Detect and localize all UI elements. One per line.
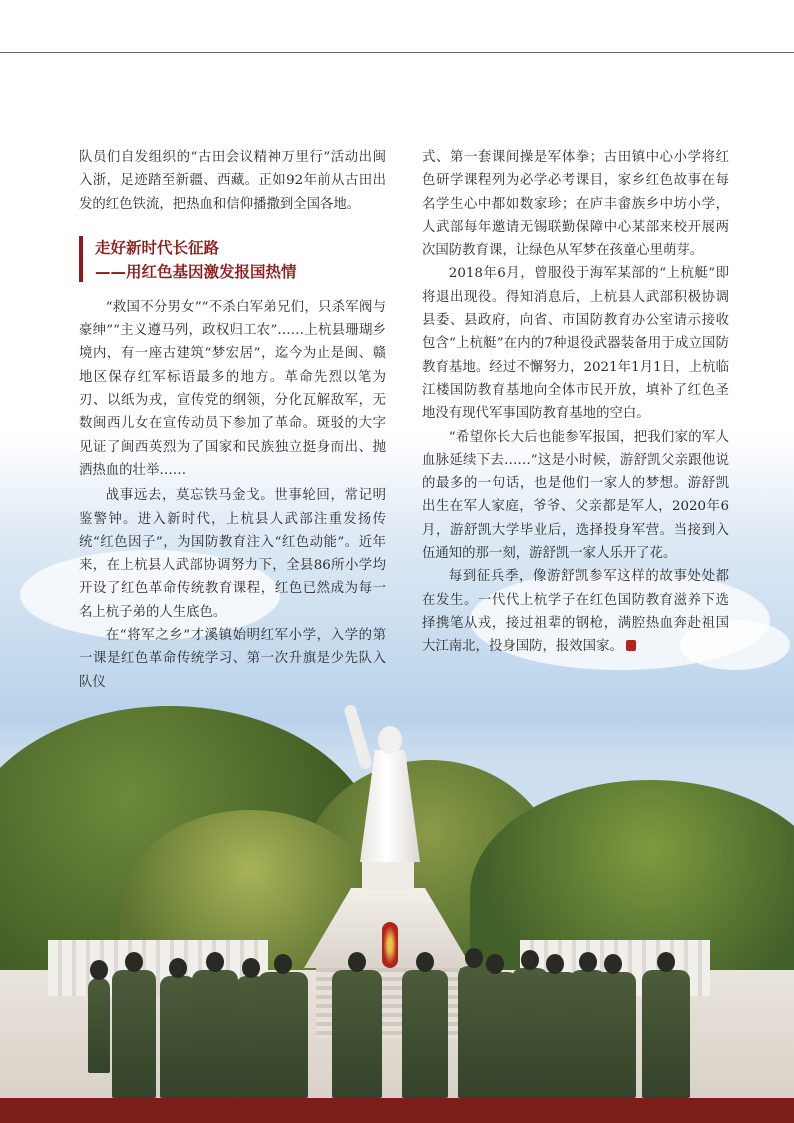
soldier [112,970,156,1098]
paragraph-text: 每到征兵季，像游舒凯参军这样的故事处处都在发生。一代代上杭学子在红色国防教育滋养下选择携笔从戎，接过祖辈的钢枪，满腔热血奔赴祖国大江南北，投身国防，报效国家。 [422,569,729,655]
paragraph: 式、第一套课间操是军体拳；古田镇中心小学将红色研学课程列为必学必考课目，家乡红色故事在每名学生心中都如数家珍；在庐丰畲族乡中坊小学，人武部每年邀请无锡联勤保障中心某部来校开展两次国防教育课，让绿色从军梦在孩童心里萌芽。 [422,150,729,259]
paragraph: 战事远去，莫忘铁马金戈。世事轮回，常记明鉴警钟。进入新时代，上杭县人武部注重发扬传统“红色因子”，为国防教育注入“红色动能”。近年来，在上杭县人武部协调努力下，全县86所小学均开设了红色革命传统教育课程，红色已然成为每一名上杭子弟的人生底色。 [79,488,386,620]
heading-bar [79,236,83,282]
soldier [160,976,196,1098]
soldier [192,970,238,1098]
soldier [88,978,110,1073]
statue-head [378,726,402,754]
heading-subtitle: ——用红色基因激发报国热情 [95,263,297,281]
soldier [402,970,448,1098]
heading-title: 走好新时代长征路 [95,239,220,257]
statue-base [362,860,414,890]
bottom-band [0,1098,794,1123]
paragraph: 在“将军之乡”才溪镇始明红军小学，入学的第一课是红色革命传统学习、第一次升旗是少先队入队仪 [79,628,386,690]
paragraph: “希望你长大后也能参军报国，把我们家的军人血脉延续下去……”这是小时候，游舒凯父亲跟他说的最多的一句话，也是他们一家人的梦想。游舒凯出生在军人家庭，爷爷、父亲都是军人，2020年6月，游舒凯大学毕业后，选择投身军营。当接到入伍通知的那一刻，游舒凯一家人乐开了花。 [422,429,729,562]
soldier [258,972,308,1098]
section-heading [79,234,389,284]
left-column [79,146,386,694]
paragraph: 队员们自发组织的“古田会议精神万里行”活动出闽入浙，足迹踏至新疆、西藏。正如92年前从古田出发的红色铁流，把热血和信仰播撒到全国各地。 [79,150,386,212]
soldier [590,972,636,1098]
end-mark-icon [626,640,636,651]
soldier [642,970,690,1098]
soldier [332,970,382,1098]
flower-wreath [382,922,398,968]
paragraph [422,565,729,658]
right-column [422,146,729,659]
paragraph: 2018年6月，曾服役于海军某部的“上杭艇”即将退出现役。得知消息后，上杭县人武部积极协调县委、县政府，向省、市国防教育办公室请示接收包含“上杭艇”在内的7种退役武器装备用于成立国防教育基地。经过不懈努力，2021年1月1日，上杭临江楼国防教育基地向全体市民开放，填补了红色圣地没有现代军事国防教育基地的空白。 [422,266,729,422]
top-rule [0,52,794,53]
paragraph: “救国不分男女”“不杀白军弟兄们，只杀军阀与豪绅”“主义遵马列，政权归工农”……上杭县珊瑚乡境内，有一座古建筑“梦宏居”，迄今为止是闽、赣地区保存红军标语最多的地方。革命先烈以笔为刃、以纸为戎，宣传党的纲领，分化瓦解敌军，无数闽西儿女在宣传动员下参加了革命。斑驳的大字见证了闽西英烈为了国家和民族独立挺身而出、抛洒热血的壮举…… [79,299,386,478]
